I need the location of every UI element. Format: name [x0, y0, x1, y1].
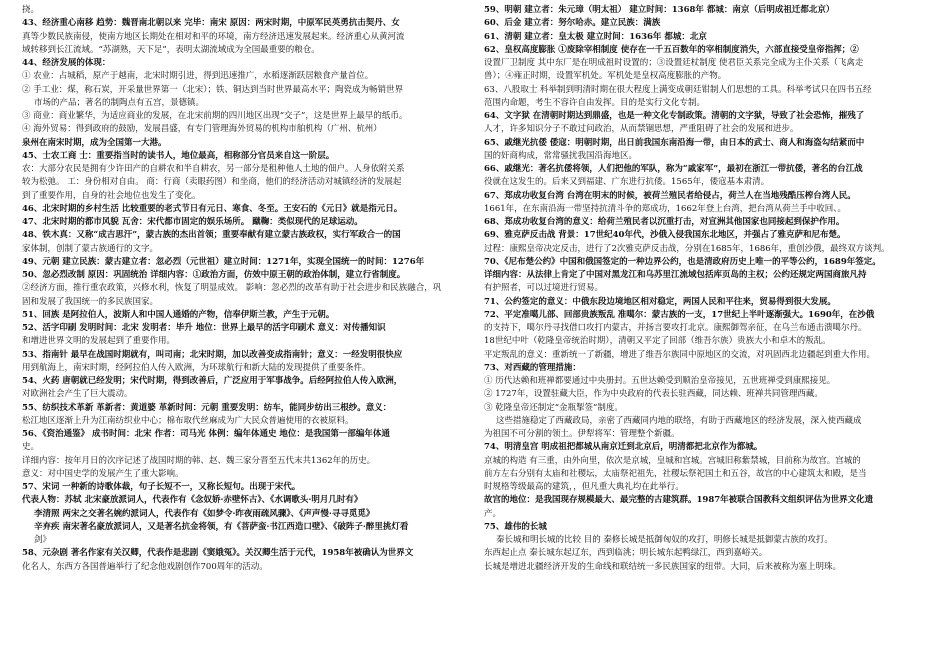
- right-text-line: 68、郑成功收复台湾的意义：给荷兰殖民者以沉重打击，对宣洲其他国家也同接起到保护作用。: [484, 217, 845, 227]
- left-text-line: ① 农业：占城稻，原产于越南，北宋时期引进，得到迅速推广，水稻逐渐跃居粮食产量首位。: [22, 71, 374, 82]
- right-text-line: 65、戚继光抗倭 倭寇：明朝时期，出日前我国东南沿海一带，由日本的武士、商人和海盗勾结紧而中: [484, 137, 865, 148]
- right-text-line: 72、平定准噶儿部、回部贵族叛乱 准噶尔：蒙古族的一支，17世纪上半叶逐渐强大。1690年，在沙俄: [484, 309, 875, 320]
- left-text-line: 46、北宋时期的乡村生活 比较重要的老式节日有元日、寒食、冬至。王安石的《元日》就是指元日。: [22, 203, 403, 214]
- left-text-line: 55、纺织技术革新 革新者：黄道婆 革新时间：元朝 重要发明：纺车，能同步纺出三根纱。意义：: [22, 402, 392, 413]
- left-text-line: 李清照 两宋之交著名婉约派词人，代表作有《如梦令·昨夜雨疏风骤》、《声声慢·寻寻觅觅》: [34, 508, 375, 519]
- left-text-line: 史。: [22, 442, 40, 453]
- left-text-line: 辛弃疾 南宋著名豪放派词人，又是著名抗金将领，有《菩萨蛮·书江西造口壁》、《破阵子·醉里挑灯看: [34, 521, 409, 532]
- left-text-line: 化名人，东西方各国普遍举行了纪念他戏剧创作700周年的活动。: [22, 561, 268, 572]
- right-text-line: 前方左右分别有太庙和社稷坛，太庙祭祀祖先，社稷坛祭祀国土和五谷，故宫的中心建筑太和殿，是当: [484, 468, 867, 479]
- right-text-line: 产。: [484, 508, 502, 519]
- right-text-line: 1661年，在东南沿海一带坚持抗清斗争的郑成功，1662年登上台湾，把台湾从荷兰手中收回、。: [484, 203, 847, 214]
- left-text-line: 泉州在南宋时期，成为全国第一大港。: [22, 137, 167, 148]
- right-text-line: 这些措施稳定了西藏政局，亲密了西藏同内地的联络，有助于西藏地区的经济发展，深入使西藏成: [496, 415, 862, 426]
- left-text-line: 56、《资治通鉴》 成书时间：北宋 作者：司马光 体例：编年体通史 地位：是我国第一部编年体通: [22, 429, 390, 439]
- right-text-line: 兽）；④雍正时期，设置军机处。军机处是皇权高度膨胀的产物。: [484, 71, 727, 82]
- left-text-line: 域转移到长江流域。“苏湖熟，天下足”，表明太湖流域成为全国最重要的粮仓。: [22, 44, 320, 55]
- left-text-line: 用到航海上，南宋时期，经阿拉伯人传入欧洲，为环球航行和新大陆的发现提供了重要条件。: [22, 362, 371, 373]
- left-text-line: 较为松弛。 工：身份相对自由。 商：行商（卖眼药图）和坐商，他们的经济活动对城镇经济的发展起: [22, 177, 402, 188]
- right-text-line: 69、雅克萨反击战 背景：17世纪40年代，沙俄入侵我国东北地区，并强占了雅克萨和尼布楚。: [484, 230, 846, 241]
- right-column: [484, 4, 930, 574]
- right-text-line: 67、郑成功收复台湾 台湾在明末的时候，被荷兰殖民者给侵占，荷兰人在当地残酷压榨台湾人民。: [484, 190, 856, 201]
- left-text-line: 市场的产品；著名的制陶点有五宫，景德镇。: [34, 97, 205, 108]
- left-text-line: 固和发展了我国统一的多民族国家。: [22, 296, 159, 307]
- right-text-line: 国的奸商构成，常常骚扰我国沿海地区。: [484, 150, 638, 161]
- right-text-line: ① 历代达赖和班禅都要通过中央册封。五世达赖受到顺治皇帝接见，五世班禅受到康熙接见。: [484, 376, 836, 386]
- left-text-line: 代表人物：苏轼 北宋豪放派词人，代表作有《念奴娇·赤壁怀古》、《水调歌头·明月几时有》: [22, 495, 363, 506]
- left-text-line: 45、士农工商 士：重要指当时的读书人，地位最高，相称部分官员来自这一阶层。: [22, 150, 335, 161]
- right-text-line: 秦长城和明长城的比较 目的 秦修长城是抵御匈奴的攻打，明修长城是抵御蒙古族的攻打。: [496, 535, 833, 545]
- left-text-line: 意义：对中国史学的发展产生了重大影响。: [22, 468, 184, 479]
- left-text-line: 49、元朝 建立民族：蒙古建立者：忽必烈（元世祖）建立时间：1271年，实现全国统一的时间：1276年: [22, 256, 425, 267]
- right-text-line: 73、对西藏的管理措施：: [484, 362, 581, 373]
- left-text-line: 到了重要作用，自身的社会地位也发生了变化。: [22, 190, 201, 201]
- left-text-line: 47、北宋时期的都市风貌 瓦舍：宋代都市固定的娱乐场所。 蹴鞠：类似现代的足球运动。: [22, 217, 363, 227]
- left-text-line: 51、回族 是阿拉伯人，波斯人和中国人通婚的产物，信奉伊斯兰教，产生于元朝。: [22, 309, 335, 320]
- right-text-line: 66、戚继光：著名抗倭将领，人们把他的军队，称为“戚家军”，最初在浙江一带抗倭，著名的台江战: [484, 164, 863, 174]
- right-text-line: 63、八股取士 科举制到明清时期在很大程度上满变成朝廷钳制人们思想的工具。科举考试只在四书五经: [484, 84, 872, 95]
- left-text-line: 52、活字印刷 发明时间：北宋 发明者：毕升 地位：世界上最早的活字印刷术 意义：对传播知识: [22, 323, 386, 333]
- right-text-line: 役就在这发生的。后来又到福建、广东进行抗倭。1565年，倭寇基本肃清。: [484, 177, 770, 188]
- right-text-line: ③ 乾隆皇帝还制定“金瓶掣签”制度。: [484, 402, 623, 413]
- left-text-line: ②经济方面，推行重农政策，兴修水利，恢复了明显成效。 影响：忽必烈的改革有助于社会进步和民族融合，巩: [22, 283, 442, 294]
- right-text-line: 的支持下，噶尔丹寻找借口攻打内蒙古，并扬言要攻打北京。康熙御驾亲征，在乌兰布通击溃噶尔丹。: [484, 323, 867, 333]
- right-text-line: 详细内容：从法律上肯定了中国对黑龙江和乌苏里江流域包括库页岛的主权；公约还规定两国商旅凡持: [484, 270, 867, 280]
- right-text-line: 范围内命题，考生不容许自由发挥。目的是实行文化专制。: [484, 97, 706, 108]
- right-text-line: 71、公约签定的意义：中俄东段边境地区相对稳定，两国人民和平往来，贸易得到很大发展。: [484, 296, 836, 307]
- right-text-line: 64、文字狱 在清朝时期达到鼎盛，也是一种文化专制政策。清朝的文字狱，导致了社会恐怖，摧残了: [484, 111, 865, 121]
- right-text-line: 设置厂卫制度 其中东厂是在明成祖时设置的；③设置廷杖制度 使君臣关系完全成为主仆关系（飞禽走: [484, 58, 864, 68]
- right-text-line: 人才，许多知识分子不敢过问政治，从而禁锢思想，严重阻碍了社会的发展和进步。: [484, 124, 799, 135]
- right-text-line: ② 1727年，设置驻藏大臣，作为中央政府的代表长驻西藏，同达赖、班禅共同管理西藏。: [484, 389, 823, 400]
- left-text-line: 54、火药 唐朝就已经发明；宋代时期，得到改善后，广泛应用于军事战争。后经阿拉伯人传入欧洲，: [22, 376, 403, 386]
- left-text-line: 剑》: [34, 535, 52, 545]
- left-text-line: 50、忽必烈改制 原因：巩固统治 详细内容：①政治方面，仿效中原王朝的政治体制，建立行省制度。: [22, 270, 406, 280]
- right-text-line: 时规格等级最高的建筑，，但凡重大典礼均在此举行。: [484, 482, 684, 492]
- left-text-line: 松江地区逐渐上升为江南纺织业中心；棉布取代丝麻成为广大民众普遍使用的衣被原料。: [22, 415, 354, 426]
- left-text-line: 真等少数民族南侵，使南方地区长期处在相对和平的环境，南方经济迅速发展起来。经济重心从黄河流: [22, 31, 405, 42]
- right-text-line: 东西起止点 秦长城东起辽东，西到临洮；明长城东起鸭绿江，西到嘉峪关。: [484, 548, 768, 559]
- right-text-line: 长城是增进北疆经济开发的生命线和联结统一多民族国家的纽带。大同，后来被称为塞上明珠。: [484, 561, 842, 572]
- left-text-line: 44、经济发展的体现：: [22, 58, 111, 68]
- right-text-line: 为祖国不可分割的领土。伊犁将军：管理整个新疆。: [484, 429, 680, 439]
- left-text-line: 和增进世界文明的发展起到了重要作用。: [22, 336, 176, 347]
- right-text-line: 故宫的地位：是我国现存规模最大、最完整的古建筑群。1987年被联合国教科文组织评估为世界文化遗: [484, 495, 874, 506]
- right-text-line: 60、后金 建立者：努尔哈赤。建立民族：满族: [484, 18, 661, 29]
- right-text-line: 75、雄伟的长城: [484, 521, 547, 532]
- left-text-line: ③ 商业：商业繁华，为适应商业的发展，在北宋前期的四川地区出现“交子”，这是世界上最早的纸币。: [22, 111, 408, 121]
- right-text-line: 过程：康熙皇帝决定反击，进行了2次雅克萨反击战，分别在1685年，1686年，重创沙俄，最终双方谈判。: [484, 243, 890, 254]
- right-text-line: 74、明清皇宫 明成祖把都城从南京迁到北京后，明清都把北京作为都城。: [484, 442, 763, 453]
- right-text-line: 有护照者，可以过境进行贸易。: [484, 283, 604, 294]
- right-text-line: 61、清朝 建立者：皇太极 建立时间：1636年 都城：北京: [484, 31, 707, 42]
- left-text-line: 53、指南针 最早在战国时期就有，叫司南；北宋时期，加以改善变成指南针；意义：一经发明很快应: [22, 349, 403, 360]
- left-text-line: 挠。: [22, 5, 40, 15]
- left-text-line: 农：大部分农民是拥有少许田产的自耕农和半自耕农，另一部分是租种他人土地的佃户。人身依附关系: [22, 164, 405, 174]
- left-text-line: 家体制，创制了蒙古族通行的文字。: [22, 243, 159, 254]
- right-text-line: 62、皇权高度膨胀 ①废除宰相制度 使存在一千五百数年的宰相制度消失，六部直接受皇帝指挥；②: [484, 44, 859, 55]
- left-column: [22, 4, 467, 574]
- right-text-line: 18世纪中叶（乾隆皇帝统治时期），清朝又平定了回部（维吾尔族）贵族大小和卓木的叛乱。: [484, 336, 831, 347]
- left-text-line: 57、宋词 一种新的诗歌体裁，句子长短不一，又称长短句。出现于宋代。: [22, 482, 301, 492]
- left-text-line: 详细内容：按年月日的次序记述了战国时期的韩、赵、魏三家分晋至五代末共1362年的历史。: [22, 455, 376, 466]
- left-text-line: ④ 海外贸易：得到政府的鼓励，发展昌盛，有专门管理海外贸易的机构市舶机构（广州、杭州）: [22, 124, 382, 135]
- right-text-line: 平定叛乱的意义：重新统一了新疆，增进了维吾尔族同中原地区的交流，对巩固西北边疆起到重大作用。: [484, 349, 876, 360]
- left-text-line: 43、经济重心南移 趋势：魏晋南北朝以来 完毕：南宋 原因：两宋时期，中原军民英勇抗击契丹、女: [22, 18, 400, 29]
- left-text-line: ② 手工业：煤，称石炭，开采量世界第一（北宋）；铁、铜达到当时世界最高水平；陶瓷成为畅销世界: [22, 84, 403, 95]
- right-text-line: 京城的构造 有三重，由外向里，依次是京城，皇城和宫城。宫城旧称紫禁城，目前称为故宫。宫城的: [484, 455, 861, 466]
- right-text-line: 59、明朝 建立者：朱元璋（明太祖） 建立时间：1368年 都城：南京（后明成祖迁都北京）: [484, 5, 835, 15]
- right-text-line: 70、《尼布楚公约》中国和俄国签定的一种边界公约，也是清政府历史上唯一的平等公约，1689年签定。: [484, 256, 881, 267]
- left-text-line: 48、铁木真：又称“成吉思汗”，蒙古族的杰出首领；重要奉献有建立蒙古族政权，实行军政合一的国: [22, 230, 401, 241]
- left-text-line: 58、元杂剧 著名作家有关汉卿，代表作是悲剧《窦娥冤》。关汉卿生活于元代，1958年被确认为世界文: [22, 548, 414, 559]
- left-text-line: 对欧洲社会产生了巨大震动。: [22, 389, 133, 400]
